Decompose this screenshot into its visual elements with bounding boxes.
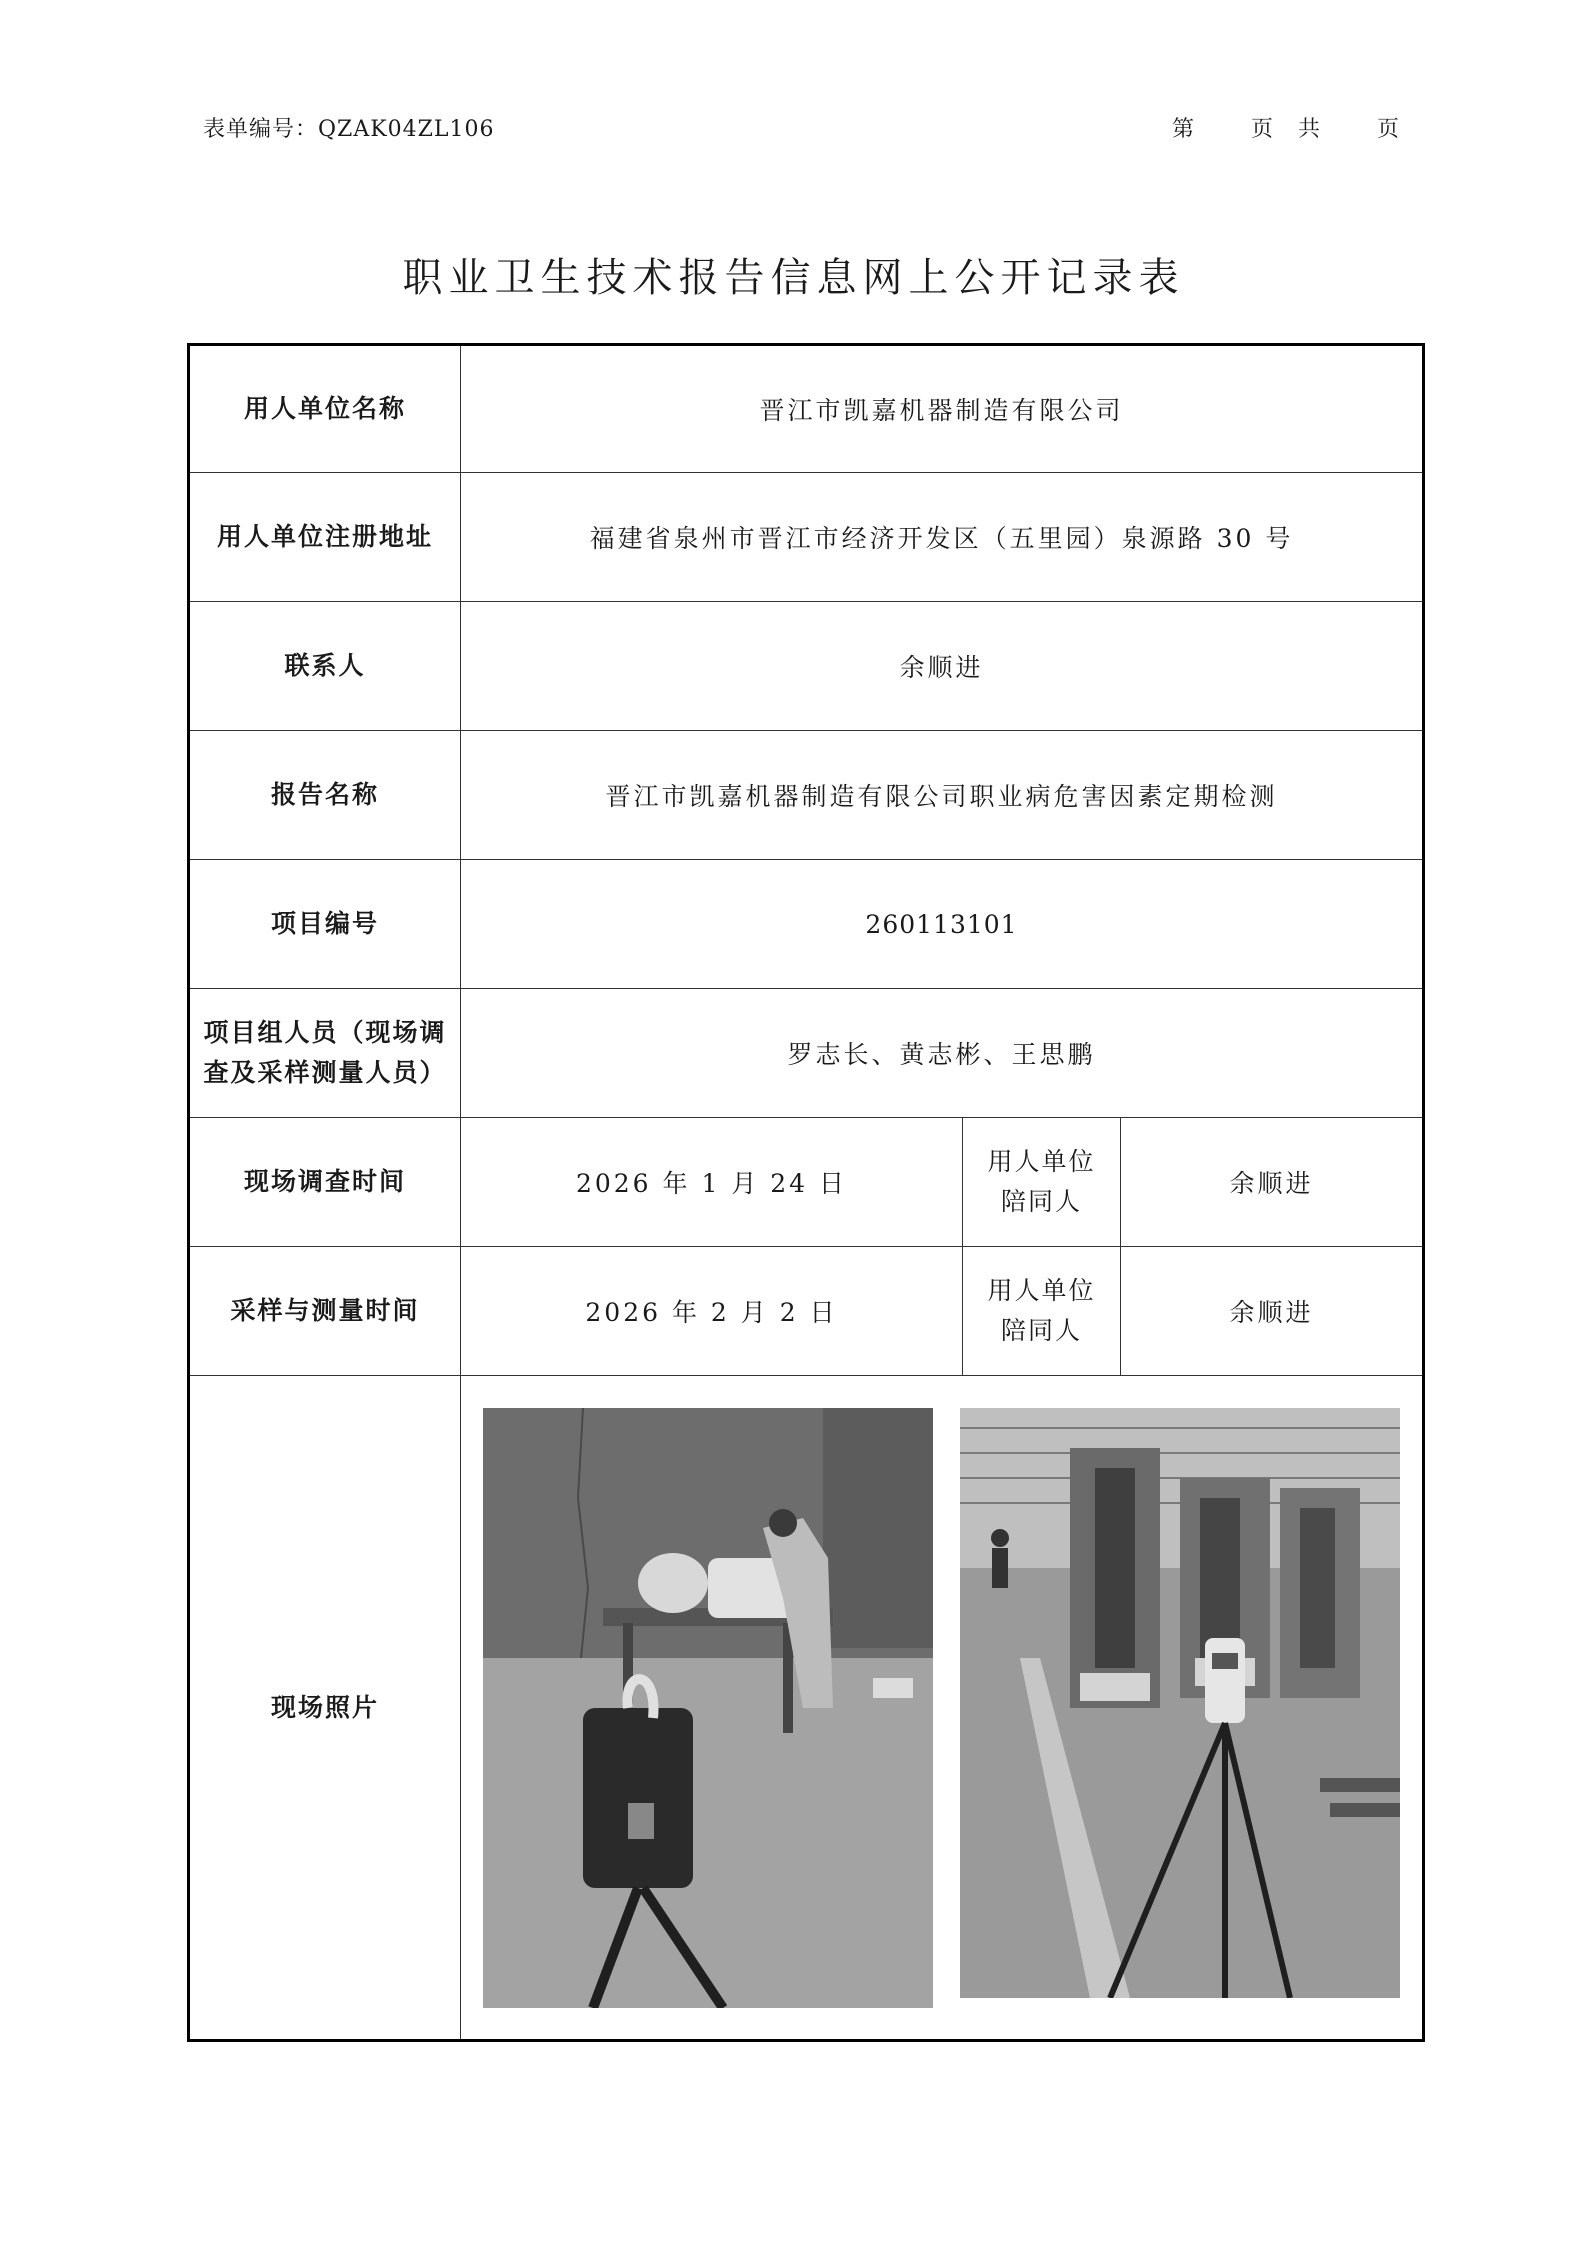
- row-photos: [189, 1376, 1424, 2041]
- sampling-date: 2026 年 2 月 2 日: [461, 1247, 963, 1376]
- survey-date: 2026 年 1 月 24 日: [461, 1118, 963, 1247]
- row-sampling: [189, 1247, 1424, 1376]
- employer-address-value: 福建省泉州市晋江市经济开发区（五里园）泉源路 30 号: [461, 473, 1424, 602]
- row-employer-name: [189, 345, 1424, 473]
- row-employer-address: [189, 473, 1424, 602]
- contact-value: 余顺进: [461, 602, 1424, 731]
- survey-escort-label-line2: 陪同人: [1000, 1187, 1082, 1216]
- form-number: 表单编号：QZAK04ZL106: [203, 117, 495, 142]
- report-name-value: 晋江市凯嘉机器制造有限公司职业病危害因素定期检测: [461, 731, 1424, 860]
- page-gong: 共: [1298, 117, 1322, 142]
- survey-escort-label: [963, 1118, 1121, 1247]
- survey-escort-label-line1: 用人单位: [987, 1147, 1096, 1176]
- noise-meter-photo-graphic: [960, 1408, 1400, 1998]
- employer-name-label: 用人单位名称: [189, 345, 461, 473]
- record-table: [187, 343, 1425, 2042]
- page-ye: 页: [1251, 117, 1275, 142]
- sampling-escort-value: 余顺进: [1121, 1247, 1424, 1376]
- photos-label: 现场照片: [189, 1376, 461, 2041]
- survey-label: 现场调查时间: [189, 1118, 461, 1247]
- site-photo-sampler: [483, 1408, 933, 2008]
- employer-address-label: 用人单位注册地址: [189, 473, 461, 602]
- row-contact: [189, 602, 1424, 731]
- photo-strip: [471, 1408, 1412, 2008]
- page-indicator: [1172, 112, 1400, 143]
- page-ye2: 页: [1377, 117, 1401, 142]
- row-project-no: [189, 860, 1424, 989]
- sampling-escort-label-line1: 用人单位: [987, 1276, 1096, 1305]
- contact-label: 联系人: [189, 602, 461, 731]
- row-survey: [189, 1118, 1424, 1247]
- sampling-label: 采样与测量时间: [189, 1247, 461, 1376]
- site-photo-noise-meter: [960, 1408, 1400, 1998]
- team-label: [189, 989, 461, 1118]
- row-team: [189, 989, 1424, 1118]
- page-di: 第: [1172, 117, 1196, 142]
- sampling-escort-label: [963, 1247, 1121, 1376]
- team-label-line1: 项目组人员（现场调: [203, 1018, 447, 1047]
- project-no-label: 项目编号: [189, 860, 461, 989]
- project-no-value: 260113101: [461, 860, 1424, 989]
- photos-cell: [461, 1376, 1424, 2041]
- page-title: 职业卫生技术报告信息网上公开记录表: [402, 255, 1185, 301]
- sampler-photo-graphic: [483, 1408, 933, 2008]
- row-report-name: [189, 731, 1424, 860]
- survey-escort-value: 余顺进: [1121, 1118, 1424, 1247]
- team-label-line2: 查及采样测量人员）: [203, 1058, 447, 1087]
- report-name-label: 报告名称: [189, 731, 461, 860]
- employer-name-value: 晋江市凯嘉机器制造有限公司: [461, 345, 1424, 473]
- sampling-escort-label-line2: 陪同人: [1000, 1316, 1082, 1345]
- team-value: 罗志长、黄志彬、王思鹏: [461, 989, 1424, 1118]
